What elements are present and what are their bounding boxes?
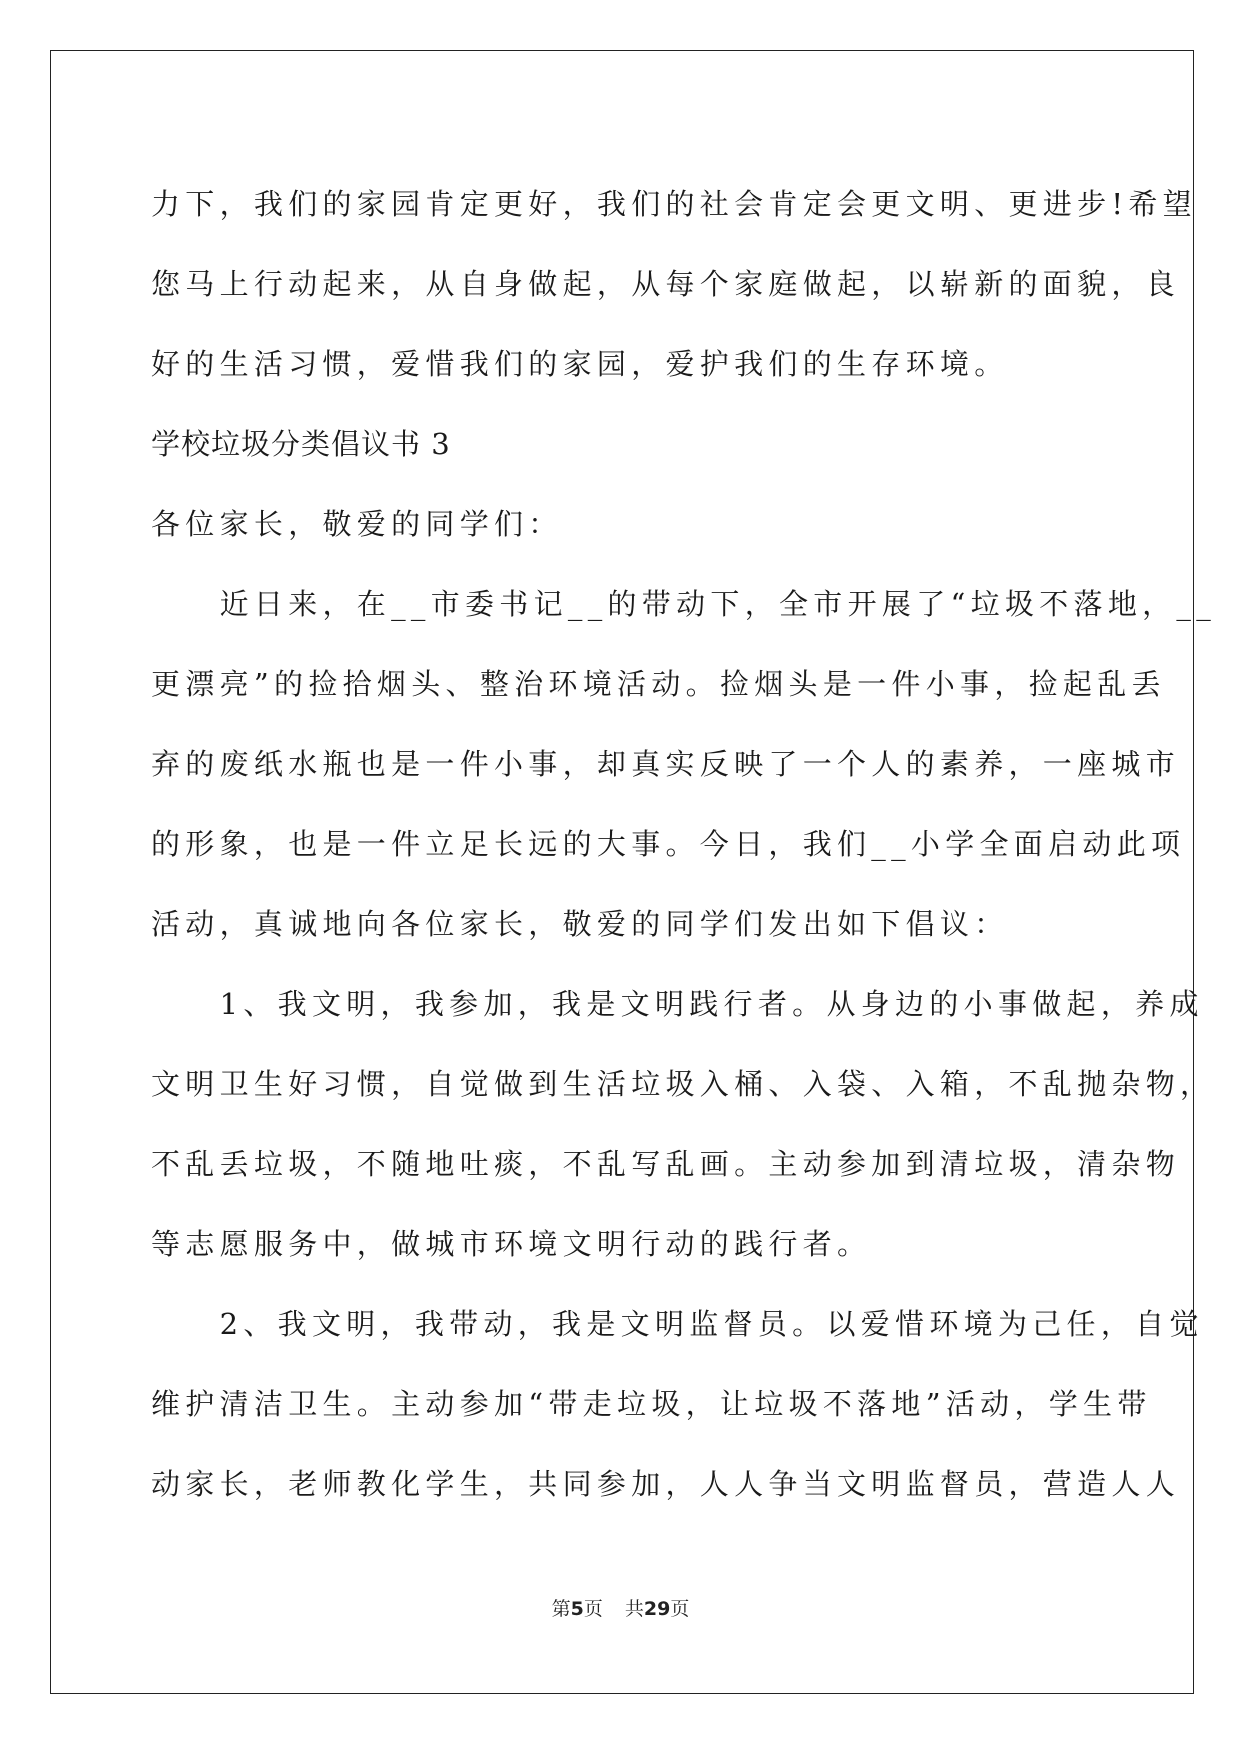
paragraph-line: 好的生活习惯，爱惜我们的家园，爱护我们的生存环境。 xyxy=(151,347,1009,381)
salutation-line: 各位家长，敬爱的同学们： xyxy=(151,507,563,541)
paragraph-line: 文明卫生好习惯，自觉做到生活垃圾入桶、入袋、入箱，不乱抛杂物， xyxy=(151,1067,1215,1101)
paragraph-line: 维护清洁卫生。主动参加“带走垃圾，让垃圾不落地”活动，学生带 xyxy=(151,1387,1152,1421)
total-prefix: 共 xyxy=(624,1598,644,1620)
paragraph-line: 近日来，在__市委书记__的带动下，全市开展了“垃圾不落地，__ xyxy=(151,587,1217,621)
page-prefix: 第 xyxy=(551,1598,571,1620)
page-current: 5 xyxy=(570,1598,584,1620)
page-footer xyxy=(0,1594,1241,1621)
page-suffix: 页 xyxy=(583,1598,603,1620)
section-heading: 学校垃圾分类倡议书 3 xyxy=(151,427,451,461)
paragraph-line: 1、我文明，我参加，我是文明践行者。从身边的小事做起，养成 xyxy=(151,987,1204,1021)
paragraph-line: 动家长，老师教化学生，共同参加，人人争当文明监督员，营造人人 xyxy=(151,1467,1181,1501)
paragraph-line: 力下，我们的家园肯定更好，我们的社会肯定会更文明、更进步!希望 xyxy=(151,187,1197,221)
document-body xyxy=(151,164,1217,1524)
paragraph-line: 等志愿服务中，做城市环境文明行动的践行者。 xyxy=(151,1227,872,1261)
paragraph-line: 2、我文明，我带动，我是文明监督员。以爱惜环境为己任，自觉 xyxy=(151,1307,1204,1341)
paragraph-line: 不乱丢垃圾，不随地吐痰，不乱写乱画。主动参加到清垃圾，清杂物 xyxy=(151,1147,1181,1181)
page-total: 29 xyxy=(643,1598,671,1620)
paragraph-line: 更漂亮”的捡拾烟头、整治环境活动。捡烟头是一件小事，捡起乱丢 xyxy=(151,667,1166,701)
paragraph-line: 活动，真诚地向各位家长，敬爱的同学们发出如下倡议： xyxy=(151,907,1009,941)
paragraph-line: 弃的废纸水瓶也是一件小事，却真实反映了一个人的素养，一座城市 xyxy=(151,747,1181,781)
paragraph-line: 的形象，也是一件立足长远的大事。今日，我们__小学全面启动此项 xyxy=(151,827,1186,861)
total-suffix: 页 xyxy=(670,1598,690,1620)
paragraph-line: 您马上行动起来，从自身做起，从每个家庭做起，以崭新的面貌，良 xyxy=(151,267,1181,301)
